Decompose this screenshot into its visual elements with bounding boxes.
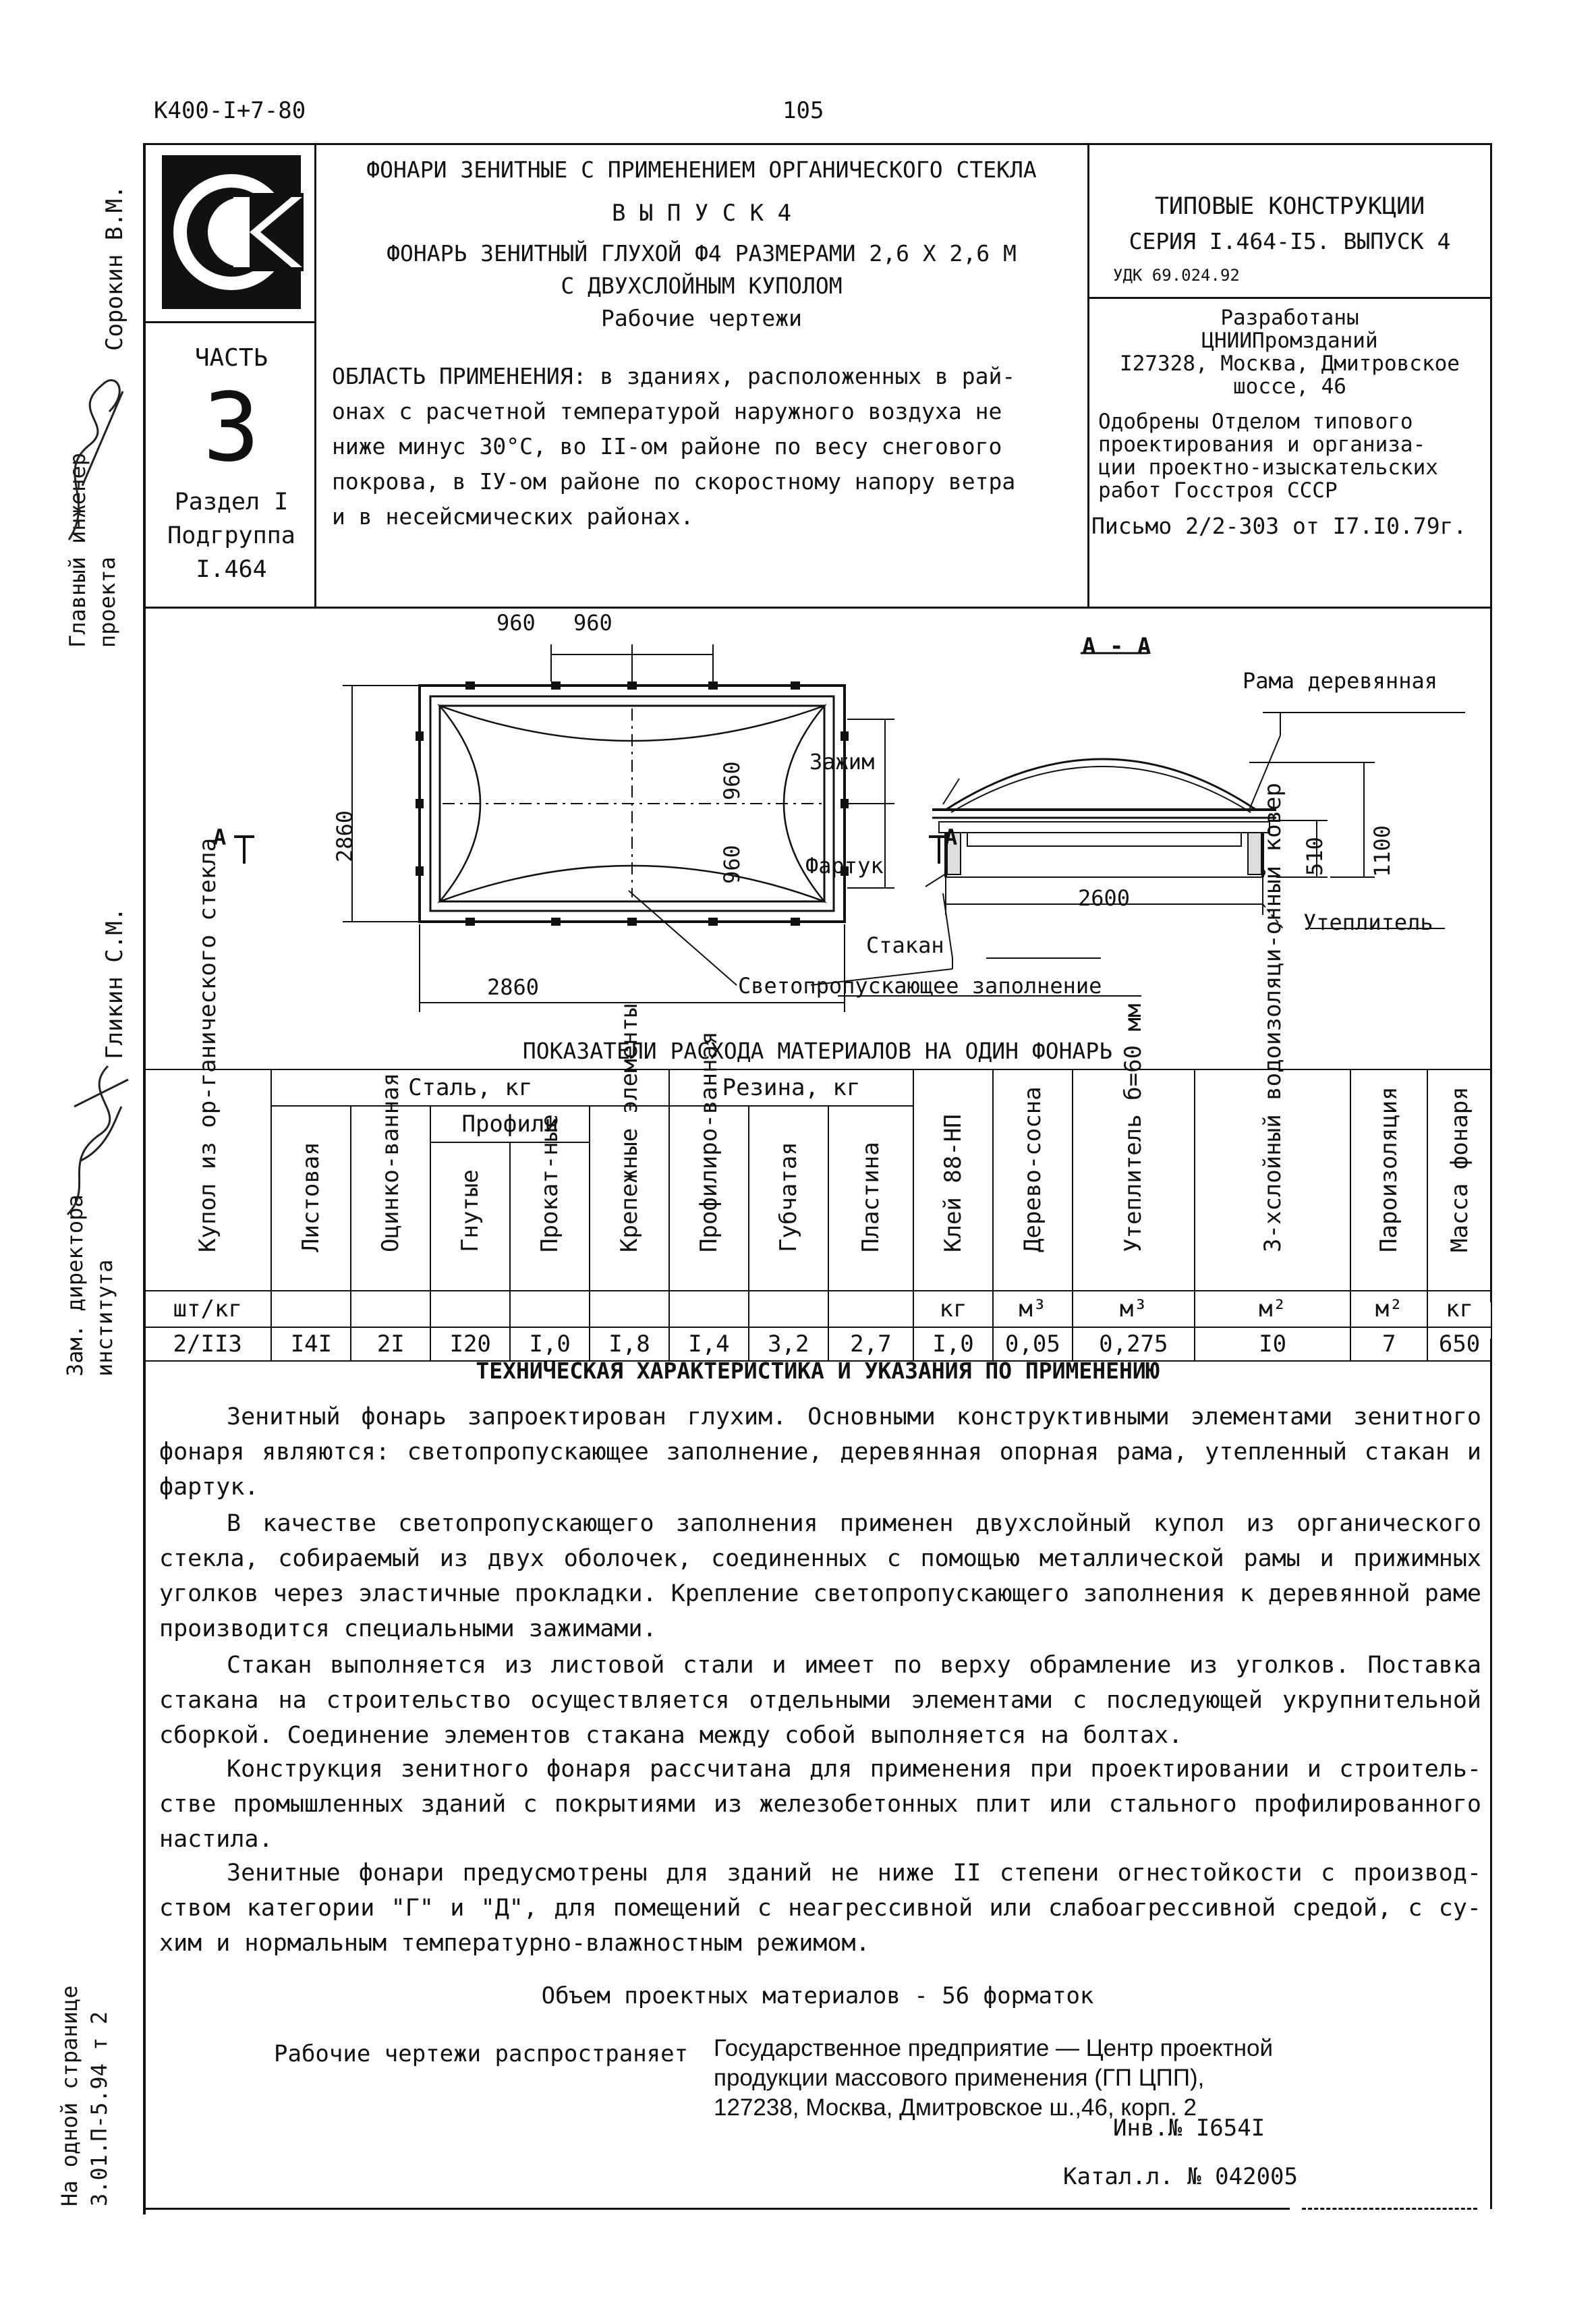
dim-960-top-right: 960 — [573, 610, 612, 636]
bottom-side-note-2: 3.01.П-5.94 т 2 — [86, 2011, 112, 2206]
section-label: Раздел I — [174, 489, 289, 515]
part-number: 3 — [202, 373, 260, 483]
unit-glue: кг — [913, 1291, 993, 1327]
value-rolled: I,0 — [510, 1327, 590, 1361]
ck-logo — [159, 152, 304, 312]
chief-engineer-name: Сорокин В.М. — [101, 185, 128, 351]
dim-960-top-left: 960 — [496, 610, 536, 636]
col-dome-header: Купол из ор-ганического стекла — [144, 1069, 271, 1291]
value-profiled: I,4 — [669, 1327, 749, 1361]
col-insul-header: Утеплитель б=60 мм — [1073, 1069, 1195, 1291]
signature-deputy-director — [47, 1026, 142, 1228]
value-bent: I20 — [430, 1327, 510, 1361]
inventory-number: Инв.№ I654I — [1113, 2115, 1265, 2142]
value-wood: 0,05 — [993, 1327, 1073, 1361]
col-sheet-header: Листовая — [271, 1106, 351, 1291]
part-label: ЧАСТЬ — [194, 344, 268, 372]
approved-line-1: Одобрены Отделом типового — [1098, 410, 1413, 434]
dim-960-right-lower: 960 — [719, 845, 745, 884]
distributor-line-1: Государственное предприятие — Центр проектной — [714, 2035, 1274, 2061]
series: СЕРИЯ I.464-I5. ВЫПУСК 4 — [1129, 228, 1451, 254]
developed-line-3: I27328, Москва, Дмитровское — [1120, 352, 1460, 376]
unit-wood: м³ — [993, 1291, 1073, 1327]
col-rolled-header: Прокат-ные — [510, 1142, 590, 1291]
dim-960-right-upper: 960 — [719, 761, 745, 800]
label-clamp: Зажим — [809, 749, 875, 775]
tech-paragraph-5: Зенитные фонари предусмотрены для зданий не ниже II степени огнестойкости с производ-ством категории "Г" и "Д", для помещений с неагрессивной или слабоагрессивной средой, с су-хим и нормальным температурно-влажностным режимом. — [159, 1860, 1481, 1957]
label-cup: Стакан — [866, 932, 944, 958]
title-line-4: С ДВУХСЛОЙНЫМ КУПОЛОМ — [561, 273, 843, 299]
bottom-side-note-1: На одной странице — [57, 1985, 82, 2206]
value-galv: 2I — [351, 1327, 430, 1361]
title-line-1: ФОНАРИ ЗЕНИТНЫЕ С ПРИМЕНЕНИЕМ ОРГАНИЧЕСКОГО СТЕКЛА — [366, 157, 1037, 183]
document-code: К400-I+7-80 — [154, 97, 306, 124]
developed-line-2: ЦНИИПромзданий — [1201, 329, 1378, 353]
section-mark-left: А — [213, 825, 227, 850]
deputy-director-label-2: института — [92, 1259, 117, 1376]
typical-title: ТИПОВЫЕ КОНСТРУКЦИИ — [1154, 193, 1425, 220]
subgroup-label: Подгруппа — [167, 522, 295, 549]
unit-mass: кг — [1427, 1291, 1491, 1327]
title-line-5: Рабочие чертежи — [600, 305, 802, 331]
scope-line-2: онах с расчетной температурой наружного воздуха не — [332, 398, 1002, 424]
approved-line-4: работ Госстроя СССР — [1098, 478, 1338, 503]
tech-paragraph-2: В качестве светопропускающего заполнения применен двухслойный купол из органического стекла, собираемый из двух оболочек, соединенных с помощью металлической рамы и прижимных уголков через эластичные прокладки. Крепление светопропускающего заполнения к деревянной раме производится специальными зажимами. — [159, 1510, 1481, 1642]
value-porous: 3,2 — [749, 1327, 828, 1361]
title-line-2: В Ы П У С К 4 — [611, 200, 792, 227]
materials-title: ПОКАЗАТЕЛИ РАСХОДА МАТЕРИАЛОВ НА ОДИН ФОНАРЬ — [522, 1038, 1113, 1064]
dim-2860-horizontal: 2860 — [487, 974, 540, 1000]
scope-line-4: покрова, в IУ-ом районе по скоростному напору ветра — [332, 468, 1016, 495]
value-dome: 2/II3 — [144, 1327, 271, 1361]
group-steel: Сталь, кг — [271, 1069, 668, 1106]
col-wood-header: Дерево-сосна — [993, 1069, 1073, 1291]
approved-line-2: проектирования и организа- — [1098, 433, 1426, 457]
col-glue-header: Клей 88-НП — [913, 1069, 993, 1291]
distributor-line-3: 127238, Москва, Дмитровское ш.,46, корп. 2 — [714, 2094, 1197, 2121]
deputy-director-label: Зам. директора — [62, 1194, 88, 1376]
unit-carpet: м² — [1195, 1291, 1351, 1327]
scope-line-3: ниже минус 30°С, во II-ом районе по весу снегового — [332, 433, 1002, 459]
tech-paragraph-1: Зенитный фонарь запроектирован глухим. Основными конструктивными элементами зенитного фонаря являются: светопропускающее заполнение, деревянная опорная рама, утепленный стакан и фартук. — [159, 1403, 1481, 1501]
label-light-fill: Светопропускающее заполнение — [738, 973, 1102, 999]
distributor-line-2: продукции массового применения (ГП ЦПП), — [714, 2065, 1205, 2091]
subgroup-number: I.464 — [196, 556, 267, 583]
dim-1100: 1100 — [1369, 825, 1395, 877]
distributor-label: Рабочие чертежи распространяет — [274, 2040, 689, 2067]
chief-engineer-label-2: проекта — [94, 557, 120, 648]
value-sheet: I4I — [271, 1327, 351, 1361]
col-carpet-header: 3-хслойный водоизоляци-онный ковер — [1195, 1069, 1351, 1291]
unit-vapor: м² — [1350, 1291, 1427, 1327]
udk: УДК 69.024.92 — [1113, 266, 1240, 285]
scope-line-5: и в несейсмических районах. — [332, 503, 694, 530]
tech-title: ТЕХНИЧЕСКАЯ ХАРАКТЕРИСТИКА И УКАЗАНИЯ ПО ПРИМЕНЕНИЮ — [476, 1358, 1160, 1384]
title-line-3: ФОНАРЬ ЗЕНИТНЫЙ ГЛУХОЙ Ф4 РАЗМЕРАМИ 2,6 Х 2,6 М — [387, 240, 1017, 267]
value-fasteners: I,8 — [590, 1327, 669, 1361]
group-rubber: Резина, кг — [669, 1069, 913, 1106]
signature-chief-engineer — [42, 351, 143, 553]
value-glue: I,0 — [913, 1327, 993, 1361]
col-vapor-header: Пароизоляция — [1350, 1069, 1427, 1291]
dim-2600: 2600 — [1078, 885, 1131, 911]
col-mass-header: Масса фонаря — [1427, 1069, 1491, 1291]
dim-510: 510 — [1302, 837, 1328, 876]
tech-paragraph-4: Конструкция зенитного фонаря рассчитана для применения при проектировании и строитель-стве промышленных зданий с покрытиями из железобетонных плит или стального профилированного настила. — [159, 1756, 1481, 1853]
scope-line-1: ОБЛАСТЬ ПРИМЕНЕНИЯ: в зданиях, расположенных в рай- — [332, 363, 1016, 389]
col-profiled-header: Профилиро-ванная — [669, 1106, 749, 1291]
label-wooden-frame: Рама деревянная — [1243, 668, 1437, 694]
unit-dome: шт/кг — [144, 1291, 271, 1327]
glikin-name: Гликин С.М. — [101, 907, 128, 1059]
developed-line-4: шоссе, 46 — [1233, 374, 1346, 399]
unit-insul: м³ — [1073, 1291, 1195, 1327]
col-fasteners-header: Крепежные элементы — [590, 1106, 669, 1291]
catalog-number: Катал.л. № 042005 — [1063, 2163, 1298, 2190]
col-porous-header: Губчатая — [749, 1106, 828, 1291]
approval-letter: Письмо 2/2-303 от I7.I0.79г. — [1091, 513, 1467, 539]
project-volume: Объем проектных материалов - 56 форматок — [541, 1982, 1094, 2009]
value-plate: 2,7 — [828, 1327, 913, 1361]
col-galv-header: Оцинко-ванная — [351, 1106, 430, 1291]
bottom-line — [143, 2208, 1290, 2210]
dim-2860-vertical: 2860 — [332, 810, 358, 862]
developed-line-1: Разработаны — [1220, 306, 1359, 330]
col-plate-header: Пластина — [828, 1106, 913, 1291]
tech-paragraph-3: Стакан выполняется из листовой стали и имеет по верху обрамление из уголков. Поставка стакана на строительство осуществляется отдельными элементами с последующей укрупнительной сборкой. Соединение элементов стакана между собой выполняется на болтах. — [159, 1652, 1481, 1749]
approved-line-3: ции проектно-изыскательских — [1098, 455, 1438, 480]
col-bent-header: Гнутые — [430, 1142, 510, 1291]
value-mass: 650 — [1427, 1327, 1491, 1361]
chief-engineer-label: Главный инженер — [65, 453, 90, 648]
value-insul: 0,275 — [1073, 1327, 1195, 1361]
section-title: А - А — [1082, 633, 1151, 660]
group-profiles: Профили — [430, 1106, 590, 1142]
value-vapor: 7 — [1350, 1327, 1427, 1361]
section-mark-right: А — [944, 825, 958, 850]
page-number: 105 — [782, 97, 824, 124]
value-carpet: I0 — [1195, 1327, 1351, 1361]
label-apron: Фартук — [805, 853, 884, 879]
label-insulation: Утеплитель — [1303, 910, 1433, 935]
